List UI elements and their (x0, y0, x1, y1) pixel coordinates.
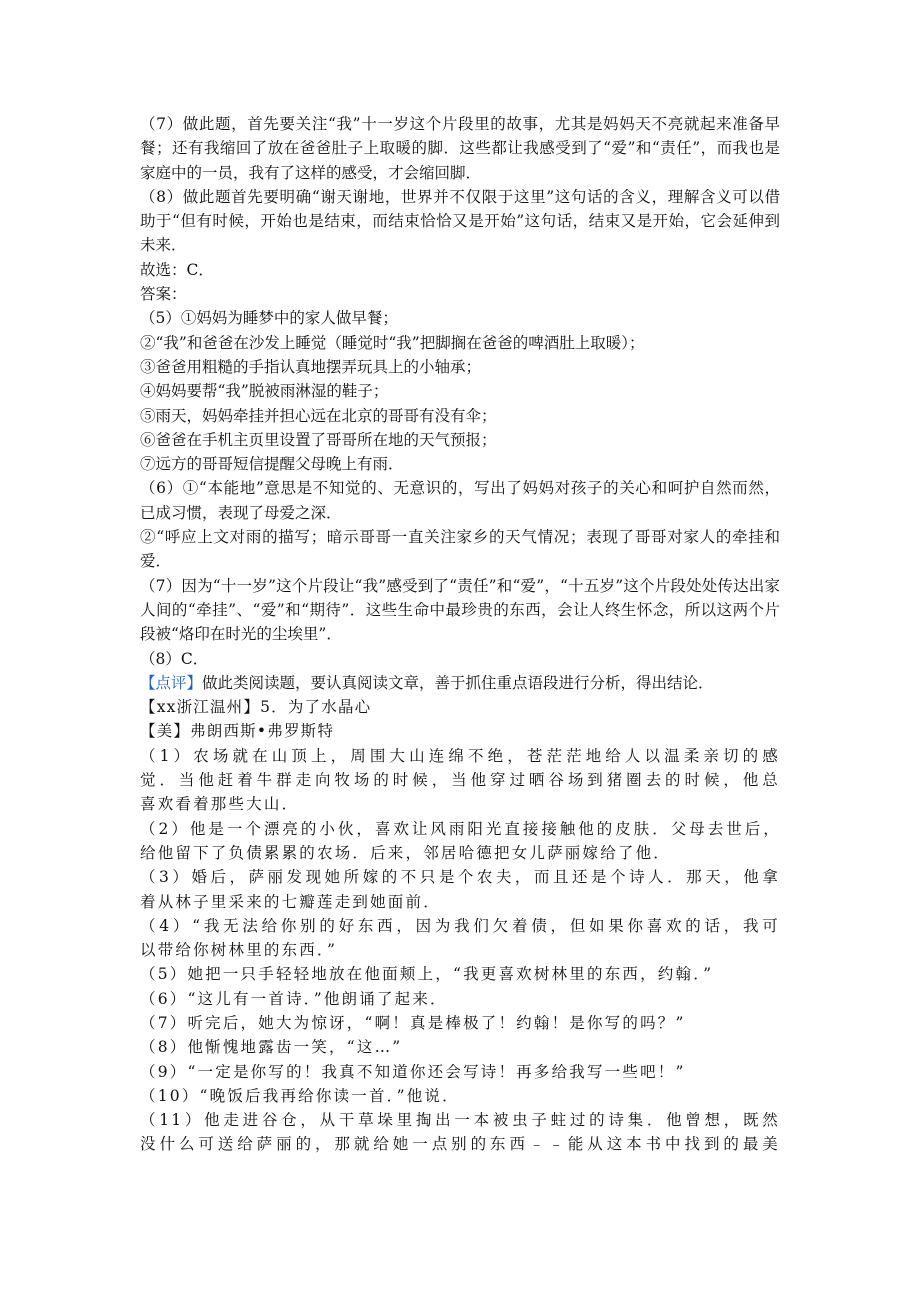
answer-6-line-1: （6）①“本能地”意思是不知觉的、无意识的，写出了妈妈对孩子的关心和呵护自然而然， (140, 479, 780, 498)
story-line-15: （10）“晚饭后我再给你读一首．”他说． (140, 1086, 460, 1105)
story-line-16: （11）他走进谷仓，从干草垛里掏出一本被虫子蛀过的诗集．他曾想，既然 (140, 1111, 780, 1130)
answer-5-item-5: ⑤雨天，妈妈牵挂并担心远在北京的哥哥有没有伞； (140, 406, 497, 425)
analysis-7-line-2: 餐；还有我缩回了放在爸爸肚子上取暖的脚．这些都让我感受到了“爱”和“责任”，而我也是 (140, 139, 780, 158)
comment-tag: 【点评】 (140, 673, 203, 692)
answer-6-line-2: 已成习惯，表现了母爱之深． (140, 503, 342, 522)
story-line-6: （3）婚后，萨丽发现她所嫁的不只是个农夫，而且还是个诗人．那天，他拿 (140, 868, 780, 887)
story-line-14: （9）“一定是你写的！我真不知道你还会写诗！再多给我写一些吧！” (140, 1062, 686, 1081)
new-item-title: 【xx浙江温州】5．为了水晶心 (140, 698, 372, 717)
analysis-7-line-1: （7）做此题，首先要关注“我”十一岁这个片段里的故事，尤其是妈妈天不亮就起来准备早 (140, 115, 780, 133)
story-line-9: 以带给你树林里的东西．” (140, 941, 338, 960)
story-line-8: （4）“我无法给你别的好东西，因为我们欠着债，但如果你喜欢的话，我可 (140, 916, 780, 935)
answer-6-line-4: 爱． (140, 552, 172, 571)
analysis-8-line-2: 助于“但有时候，开始也是结束，而结束恰恰又是开始”这句话，结束又是开始，它会延伸到 (140, 212, 780, 231)
story-line-2: 觉．当他赶着牛群走向牧场的时候，当他穿过晒谷场到猪圈去的时候，他总 (140, 771, 780, 790)
answer-7-line-3: 段被“烙印在时光的尘埃里”． (140, 625, 342, 644)
choose-answer: 故选：C． (140, 260, 214, 279)
story-line-11: （6）“这儿有一首诗．”他朗诵了起来． (140, 989, 448, 1008)
story-line-3: 喜欢看着那些大山． (140, 795, 300, 814)
answer-7-line-2: 人间的“牵挂”、“爱”和“期待”．这些生命中最珍贵的东西，会让人终生怀念，所以这两个片 (140, 600, 780, 619)
comment-text: 做此类阅读题，要认真阅读文章，善于抓住重点语段进行分析，得出结论． (202, 673, 714, 692)
document-page (140, 112, 780, 1157)
answer-6-line-3: ②“呼应上文对雨的描写；暗示哥哥一直关注家乡的天气情况；表现了哥哥对家人的牵挂和 (140, 528, 780, 547)
analysis-7-line-3: 家庭中的一员，我有了这样的感受，才会缩回脚． (140, 163, 482, 182)
story-line-17: 没什么可送给萨丽的，那就给她一点别的东西﹣﹣能从这本书中找到的最美 (140, 1135, 780, 1154)
analysis-8-line-3: 未来． (140, 236, 187, 255)
answer-title: 答案： (140, 285, 187, 304)
story-line-5: 给他留下了负债累累的农场．后来，邻居哈德把女儿萨丽嫁给了他． (140, 843, 672, 862)
answer-5-item-7: ⑦远方的哥哥短信提醒父母晚上有雨． (140, 455, 404, 474)
answer-5-item-3: ③爸爸用粗糙的手指认真地摆弄玩具上的小轴承； (140, 357, 482, 376)
answer-5-item-4: ④妈妈要帮“我”脱被雨淋湿的鞋子； (140, 382, 389, 401)
answer-5-item-1: （5）①妈妈为睡梦中的家人做早餐； (140, 309, 398, 328)
author-line: 【美】弗朗西斯•弗罗斯特 (140, 722, 335, 741)
story-line-1: （1）农场就在山顶上，周围大山连绵不绝，苍茫茫地给人以温柔亲切的感 (140, 746, 780, 765)
answer-5-item-2: ②“我”和爸爸在沙发上睡觉（睡觉时“我”把脚搁在爸爸的啤酒肚上取暖）； (140, 333, 645, 352)
comment-line (140, 671, 780, 695)
story-line-7: 着从林子里采来的七瓣莲走到她面前． (140, 892, 441, 911)
story-line-12: （7）听完后，她大为惊讶，“啊！真是棒极了！约翰！是你写的吗？” (140, 1013, 686, 1032)
story-line-4: （2）他是一个漂亮的小伙，喜欢让风雨阳光直接接触他的皮肤．父母去世后， (140, 819, 780, 838)
answer-8: （8）C． (140, 649, 209, 668)
answer-5-item-6: ⑥爸爸在手机主页里设置了哥哥所在地的天气预报； (140, 430, 497, 449)
story-line-13: （8）他惭愧地露齿一笑，“这…” (140, 1038, 403, 1057)
analysis-8-line-1: （8）做此题首先要明确“谢天谢地，世界并不仅限于这里”这句话的含义，理解含义可以借 (140, 187, 780, 206)
answer-7-line-1: （7）因为“十一岁”这个片段让“我”感受到了“责任”和“爱”，“十五岁”这个片段处处传达出家 (140, 576, 780, 595)
story-line-10: （5）她把一只手轻轻地放在他面颊上，“我更喜欢树林里的东西，约翰．” (140, 965, 714, 984)
